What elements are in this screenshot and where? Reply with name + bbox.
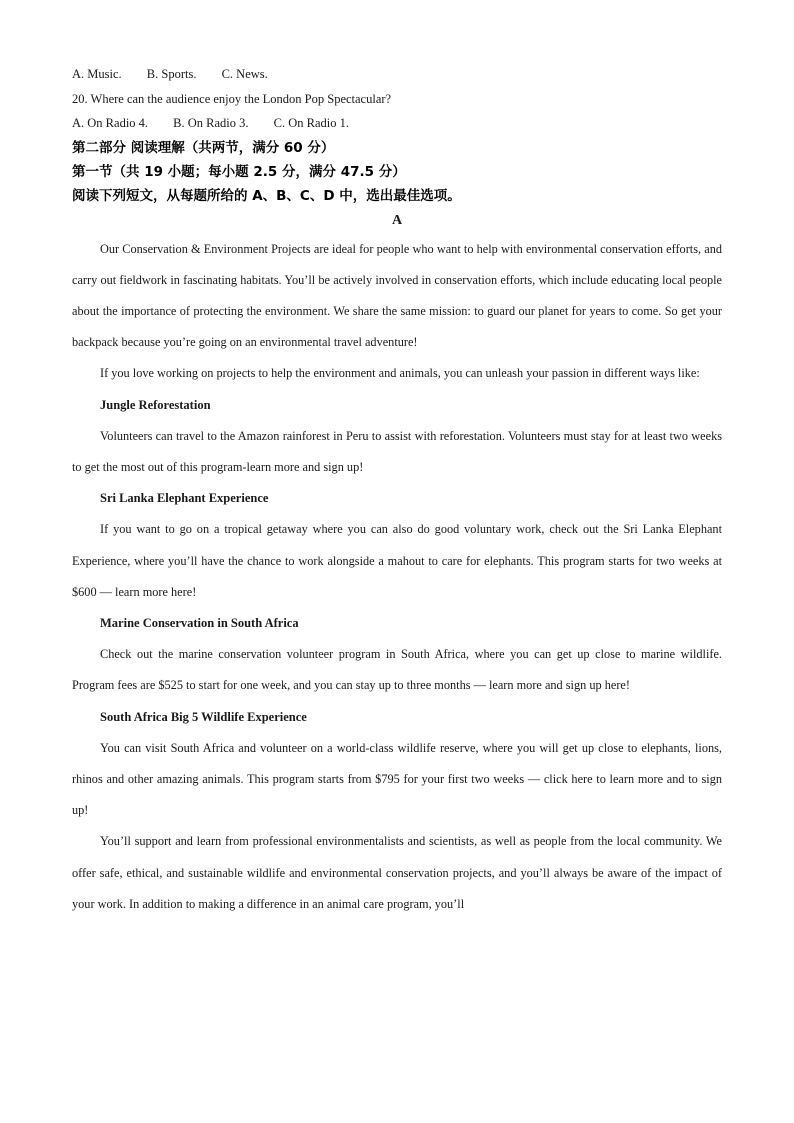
program-title-big5: South Africa Big 5 Wildlife Experience [100,709,307,724]
program-text-sri-lanka: If you want to go on a tropical getaway where you can also do good voluntary work, check out the Sri Lanka Elephant Experience, where you’ll have the chance to work alongside a mahout to care for elephants. This program starts for two weeks at $600 — learn more here! [72,522,722,599]
passage-lead: If you love working on projects to help the environment and animals, you can unleash your passion in different ways like: [100,366,700,381]
passage-letter: A [391,212,403,228]
q20-option-a: A. On Radio 4. [72,116,149,130]
q19-options [72,62,722,87]
q19-option-a: A. Music. [72,67,122,81]
passage-closing: You’ll support and learn from professional environmentalists and scientists, as well as people from the local community. We offer safe, ethical, and sustainable wildlife and environmental conservation projects, and you’ll always be aware of the impact of your work. In addition to making a difference in an animal care program, you’ll [72,834,722,911]
program-text-marine: Check out the marine conservation volunteer program in South Africa, where you can get up close to marine wildlife. Program fees are $525 to start for one week, and you can stay up to three months — learn more and sign up here! [72,647,722,693]
q20-question: 20. Where can the audience enjoy the London Pop Spectacular? [72,91,392,106]
program-title-jungle: Jungle Reforestation [100,397,211,412]
q20-options [72,111,722,136]
section-heading: 第一节（共 19 小题；每小题 2.5 分，满分 47.5 分） [72,163,406,180]
q20-option-b: B. On Radio 3. [173,116,249,130]
program-title-sri-lanka: Sri Lanka Elephant Experience [100,491,269,506]
program-title-marine: Marine Conservation in South Africa [100,615,299,630]
instruction-heading: 阅读下列短文，从每题所给的 A、B、C、D 中，选出最佳选项。 [72,187,461,204]
q20-option-c: C. On Radio 1. [273,116,350,130]
exam-page [72,62,722,920]
passage-intro: Our Conservation & Environment Projects are ideal for people who want to help with environmental conservation efforts, and carry out fieldwork in fascinating habitats. You’ll be actively involved in conservation efforts, which include educating local people about the importance of protecting the environment. We share the same mission: to guard our planet for years to come. So get your backpack because you’re going on an environmental travel adventure! [72,241,722,350]
program-text-big5: You can visit South Africa and volunteer on a world-class wildlife reserve, where you will get up close to elephants, lions, rhinos and other amazing animals. This program starts from $795 for your first two weeks — click here to learn more and to sign up! [72,740,722,818]
program-text-jungle: Volunteers can travel to the Amazon rainforest in Peru to assist with reforestation. Volunteers must stay for at least two weeks to get the most out of this program-learn more and sign up! [72,428,722,474]
q19-option-b: B. Sports. [146,67,197,81]
part-heading: 第二部分 阅读理解（共两节，满分 60 分） [72,139,335,156]
q19-option-c: C. News. [221,67,268,81]
